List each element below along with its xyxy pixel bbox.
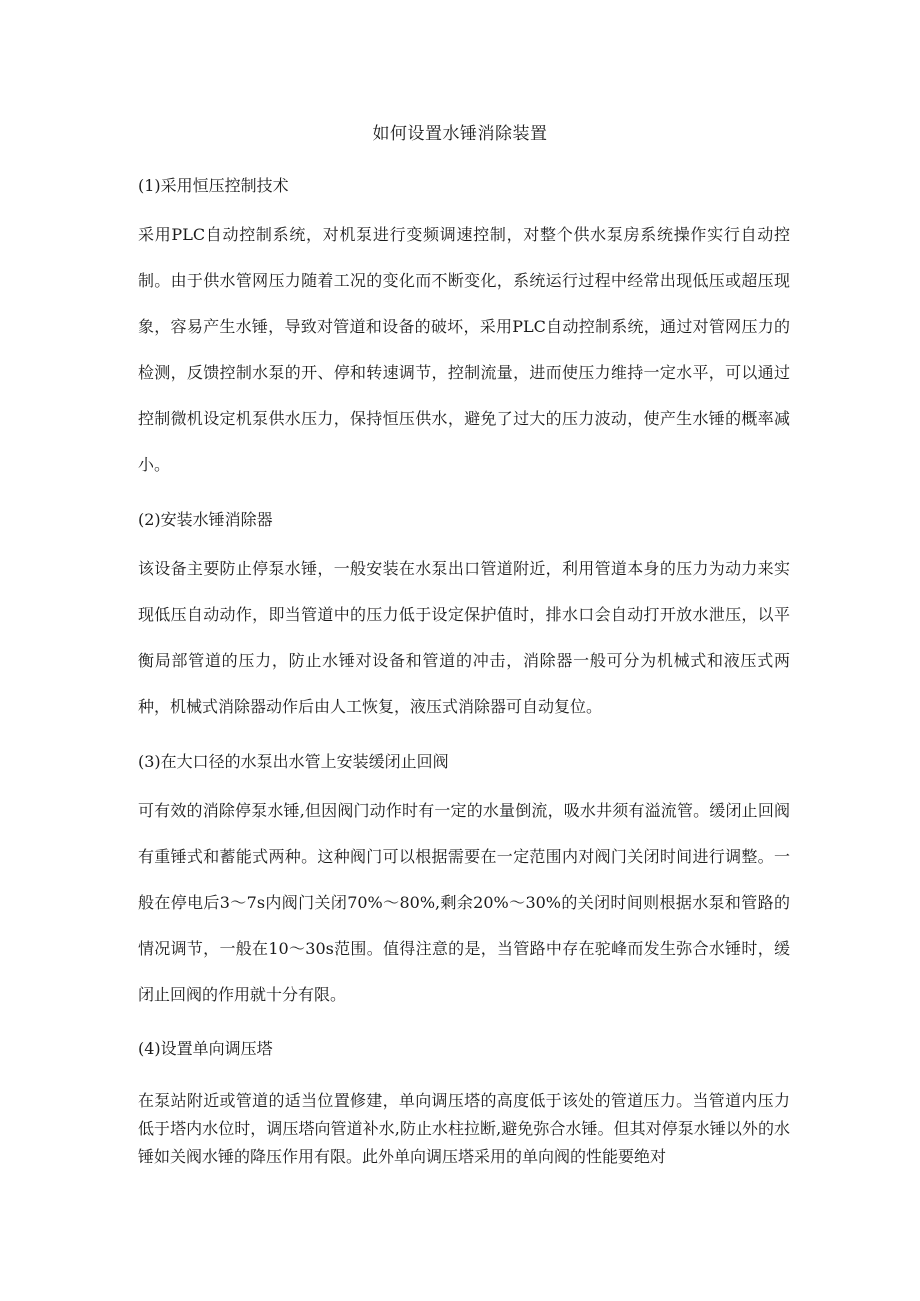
section-body-3: 可有效的消除停泵水锤,但因阀门动作时有一定的水量倒流，吸水井须有溢流管。缓闭止回阀有重锤式和蓄能式两种。这种阀门可以根据需要在一定范围内对阀门关闭时间进行调整。一般在停电后3〜7s内阀门关闭70%〜80%,剩余20%〜30%的关闭时间则根据水泵和管路的情况调节，一般在10〜30s范围。值得注意的是，当管路中存在驼峰而发生弥合水锤时，缓闭止回阀的作用就十分有限。: [138, 801, 790, 1004]
section-body-1: 采用PLC自动控制系统，对机泵进行变频调速控制，对整个供水泵房系统操作实行自动控制。由于供水管网压力随着工况的变化而不断变化，系统运行过程中经常出现低压或超压现象，容易产生水锤，导致对管道和设备的破坏，采用PLC自动控制系统，通过对管网压力的检测，反馈控制水泵的开、停和转速调节，控制流量，进而使压力维持一定水平，可以通过控制微机设定机泵供水压力，保持恒压供水，避免了过大的压力波动，使产生水锤的概率减小。: [138, 225, 790, 474]
section-heading-2: (2)安装水锤消除器: [138, 510, 273, 529]
section-heading-3: (3)在大口径的水泵出水管上安装缓闭止回阀: [138, 752, 449, 771]
section-body-4: 在泵站附近或管道的适当位置修建，单向调压塔的高度低于该处的管道压力。当管道内压力低于塔内水位时，调压塔向管道补水,防止水柱拉断,避免弥合水锤。但其对停泵水锤以外的水锤如关阀水锤的降压作用有限。此外单向调压塔采用的单向阀的性能要绝对: [138, 1091, 790, 1166]
section-heading-1: (1)采用恒压控制技术: [138, 176, 289, 195]
document-title: 如何设置水锤消除装置: [372, 124, 548, 144]
section-heading-4: (4)设置单向调压塔: [138, 1039, 273, 1058]
section-body-2: 该设备主要防止停泵水锤，一般安装在水泵出口管道附近，利用管道本身的压力为动力来实现低压自动动作，即当管道中的压力低于设定保护值时，排水口会自动打开放水泄压，以平衡局部管道的压力，防止水锤对设备和管道的冲击，消除器一般可分为机械式和液压式两种，机械式消除器动作后由人工恢复，液压式消除器可自动复位。: [138, 559, 790, 716]
